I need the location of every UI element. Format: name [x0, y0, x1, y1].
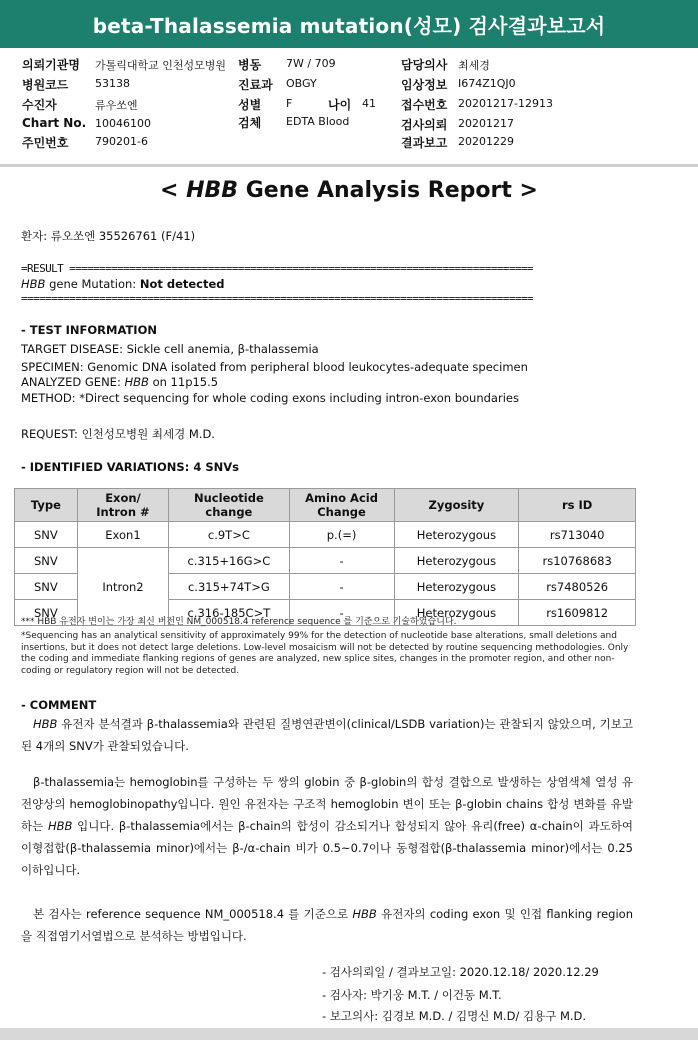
cell-rsid: rs7480526 [519, 574, 636, 600]
report-banner [0, 0, 698, 48]
table-row [15, 548, 636, 574]
cell-rsid: rs10768683 [519, 548, 636, 574]
age-value: 41 [362, 97, 376, 110]
patient-line: 환자: 류오쏘엔 35526761 (F/41) [21, 229, 196, 243]
cell-type: SNV [15, 574, 78, 600]
result-rule: ===================================================================================== [21, 292, 533, 305]
comment-2-text-a: β-thalassemia는 hemoglobin를 구성하는 두 쌍의 globin 중 β-globin의 합성 결합으로 발생하는 상염색체 열성 유전양상의 hemoglobinopathy입니다. 원인 유전자는 구조적 hemoglobin 변이 또는 β-globin chains 합성 변화를 유발하는 [21, 775, 633, 833]
clinical-info-value: I674Z1QJ0 [458, 77, 516, 90]
doctor-label: 담당의사 [401, 58, 448, 72]
mutation-label: gene Mutation: [45, 277, 140, 291]
footnote-sensitivity: *Sequencing has an analytical sensitivity of approximately 99% for the detection of nucleotide base alterations, small deletions and insertions, but it does not detect large deletions. Low-level mosaicism will not be detected by routine sequencing methodologies. Only the coding and immediate flanking regions of genes are analyzed, new splice sites, changes in the promoter region, and other non-coding or regulatory region will not be detected. [21, 631, 629, 676]
sex-value: F [286, 97, 293, 110]
col-exon [77, 489, 168, 522]
specimen-value: EDTA Blood [286, 115, 350, 128]
col-nuc-line2: change [205, 505, 253, 519]
cell-rsid: rs1609812 [519, 600, 636, 626]
receipt-value: 20201217-12913 [458, 97, 553, 110]
request-line: REQUEST: 인천성모병원 최세경 M.D. [21, 427, 215, 441]
col-exon-line1: Exon/ [105, 491, 141, 505]
variations-heading: - IDENTIFIED VARIATIONS: 4 SNVs [21, 460, 239, 474]
title-gene: HBB [186, 178, 239, 203]
cell-zygosity: Heterozygous [394, 600, 519, 626]
target-disease: TARGET DISEASE: Sickle cell anemia, β-thalassemia [21, 342, 319, 356]
col-amino [289, 489, 394, 522]
col-zygosity: Zygosity [394, 489, 519, 522]
title-prefix: < [160, 178, 187, 203]
signature-dates: - 검사의뢰일 / 결과보고일: 2020.12.18/ 2020.12.29 [322, 965, 599, 979]
age-label: 나이 [328, 98, 352, 112]
test-info-heading: - TEST INFORMATION [21, 323, 157, 337]
cell-amino: - [289, 574, 394, 600]
cell-nucleotide: c.315+16G>C [169, 548, 289, 574]
request-date-value: 20201217 [458, 117, 514, 130]
recipient-label: 수진자 [22, 98, 57, 112]
cell-rsid: rs713040 [519, 522, 636, 548]
receipt-label: 접수번호 [401, 98, 448, 112]
col-amino-line1: Amino Acid [305, 491, 378, 505]
chart-value: 10046100 [95, 117, 151, 130]
analyzed-prefix: ANALYZED GENE: [21, 375, 125, 389]
variations-table [14, 488, 636, 626]
request-date-label: 검사의뢰 [401, 118, 448, 132]
comment-paragraph-1 [21, 713, 633, 757]
comment-3-text-b: 유전자의 coding exon 및 인접 flanking region을 직접염기서열법으로 분석하는 방법입니다. [21, 907, 633, 943]
cell-amino: - [289, 548, 394, 574]
id-label: 주민번호 [22, 136, 69, 150]
cell-amino: - [289, 600, 394, 626]
col-amino-line2: Change [317, 505, 366, 519]
cell-region: Intron2 [77, 548, 168, 626]
specimen-line: SPECIMEN: Genomic DNA isolated from peripheral blood leukocytes-adequate specimen [21, 360, 528, 374]
hospital-code-value: 53138 [95, 77, 130, 90]
col-rsid: rs ID [519, 489, 636, 522]
analyzed-gene-name: HBB [124, 375, 149, 389]
specimen-label: 검체 [238, 116, 262, 130]
col-nuc-line1: Nucleotide [194, 491, 264, 505]
cell-zygosity: Heterozygous [394, 522, 519, 548]
cell-type: SNV [15, 522, 78, 548]
cell-amino: p.(=) [289, 522, 394, 548]
hospital-code-label: 병원코드 [22, 78, 69, 92]
footnote-reference: *** HBB 유전자 변이는 가장 최신 버전인 NM_000518.4 reference sequence 를 기준으로 기술하였습니다. [21, 617, 457, 627]
comment-1-gene: HBB [33, 717, 58, 731]
comment-3-text-a: 본 검사는 reference sequence NM_000518.4 를 기준으로 [33, 907, 353, 921]
analyzed-gene [21, 375, 218, 389]
signature-doctors: - 보고의사: 김경보 M.D. / 김명신 M.D/ 김용구 M.D. [322, 1009, 587, 1023]
cell-region: Exon1 [77, 522, 168, 548]
title-suffix: Gene Analysis Report > [238, 178, 538, 203]
comment-1-text: 유전자 분석결과 β-thalassemia와 관련된 질병연관변이(clinical/LSDB variation)는 관찰되지 않았으며, 기보고된 4개의 SNV가 관찰되었습니다. [21, 717, 633, 753]
institution-value: 가톨릭대학교 인천성모병원 [95, 59, 227, 72]
header-divider [0, 164, 698, 167]
mutation-value: Not detected [139, 277, 225, 291]
dept-value: OBGY [286, 77, 317, 90]
col-type: Type [15, 489, 78, 522]
report-date-value: 20201229 [458, 135, 514, 148]
report-header [0, 50, 698, 164]
doctor-value: 최세경 [458, 59, 490, 72]
report-date-label: 결과보고 [401, 136, 448, 150]
recipient-value: 류우쏘엔 [95, 99, 138, 112]
mutation-result [21, 277, 225, 291]
col-exon-line2: Intron # [96, 505, 150, 519]
cell-type: SNV [15, 548, 78, 574]
institution-label: 의뢰기관명 [22, 58, 80, 72]
table-row [15, 522, 636, 548]
dept-label: 진료과 [238, 78, 273, 92]
chart-label: Chart No. [22, 116, 87, 130]
col-nucleotide [169, 489, 289, 522]
comment-paragraph-3 [21, 903, 633, 947]
result-heading: =RESULT ============================================================================= [21, 262, 533, 275]
sex-label: 성별 [238, 98, 262, 112]
cell-nucleotide: c.316-185C>T [169, 600, 289, 626]
cell-nucleotide: c.315+74T>G [169, 574, 289, 600]
comment-paragraph-2 [21, 771, 633, 881]
comment-2-gene: HBB [47, 819, 73, 833]
cell-nucleotide: c.9T>C [169, 522, 289, 548]
mutation-gene: HBB [21, 277, 46, 291]
comment-2-text-b: 입니다. β-thalassemia에서는 β-chain의 합성이 감소되거나 합성되지 않아 유리(free) α-chain이 과도하여 이형접합(β-thalassemia minor)에서는 β-/α-chain 비가 0.5~0.7이나 동형접합(β-thalassemia minor)에서는 0.25 이하입니다. [21, 819, 633, 877]
clinical-info-label: 임상정보 [401, 78, 448, 92]
signature-testers: - 검사자: 박기웅 M.T. / 이건동 M.T. [322, 988, 502, 1002]
cell-type: SNV [15, 600, 78, 626]
footer-bar [0, 1028, 698, 1040]
table-header-row [15, 489, 636, 522]
analyzed-suffix: on 11p15.5 [148, 375, 219, 389]
cell-zygosity: Heterozygous [394, 574, 519, 600]
id-value: 790201-6 [95, 135, 148, 148]
comment-3-gene: HBB [352, 907, 377, 921]
method-line: METHOD: *Direct sequencing for whole coding exons including intron-exon boundaries [21, 391, 519, 405]
ward-label: 병동 [238, 58, 262, 72]
report-title [0, 178, 698, 203]
comment-heading: - COMMENT [21, 698, 97, 712]
cell-zygosity: Heterozygous [394, 548, 519, 574]
ward-value: 7W / 709 [286, 57, 336, 70]
banner-title: beta-Thalassemia mutation(성모) 검사결과보고서 [92, 13, 606, 38]
